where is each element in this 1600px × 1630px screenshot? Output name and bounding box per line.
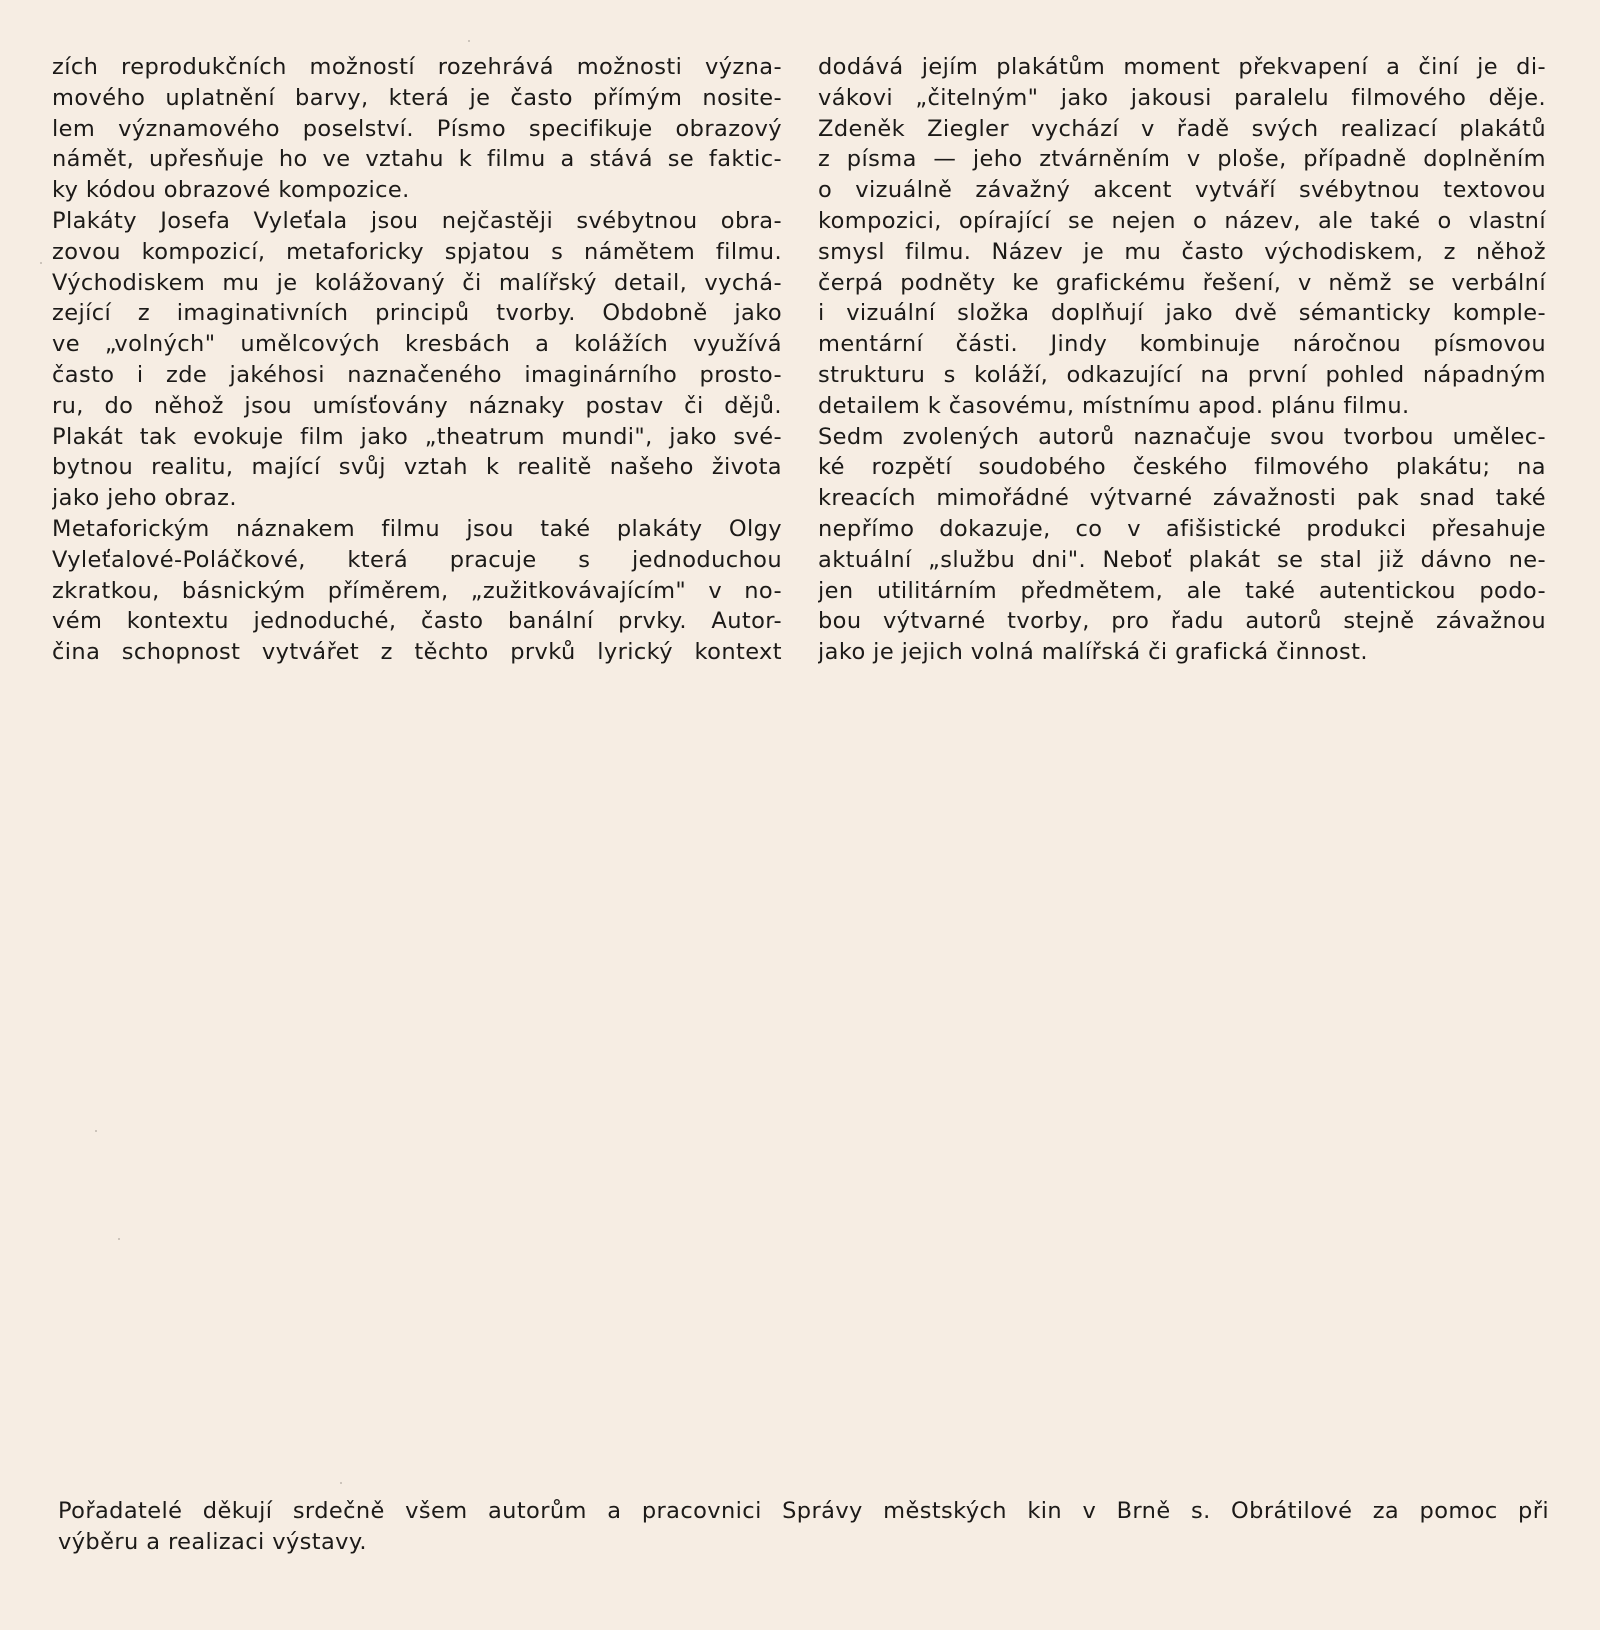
text-line: zkratkou, básnickým příměrem, „zužitkovávajícím" v no- [52, 577, 782, 604]
text-line: strukturu s koláží, odkazující na první pohled nápadným [818, 361, 1546, 388]
acknowledgement-footer [58, 1496, 1549, 1558]
paper-speck [95, 1130, 97, 1132]
text-line: ru, do něhož jsou umísťovány náznaky postav či dějů. [52, 392, 782, 419]
text-line: zích reprodukčních možností rozehrává možnosti význa- [52, 54, 782, 80]
text-line: o vizuálně závažný akcent vytváří svébytnou textovou [818, 177, 1546, 204]
text-line: bytnou realitu, mající svůj vztah k realitě našeho života [52, 454, 782, 481]
text-line: námět, upřesňuje ho ve vztahu k filmu a stává se faktic- [52, 146, 782, 173]
paper-speck [340, 1482, 342, 1484]
text-line: zovou kompozicí, metaforicky spjatou s námětem filmu. [52, 238, 782, 265]
text-line: Východiskem mu je kolážovaný či malířský detail, vychá- [52, 269, 782, 296]
text-line: Metaforickým náznakem filmu jsou také plakáty Olgy [52, 515, 782, 542]
text-line: jako jeho obraz. [52, 485, 237, 512]
paper-speck [118, 1238, 120, 1240]
left-text-column [52, 52, 782, 668]
text-line: smysl filmu. Název je mu často východiskem, z něhož [818, 238, 1546, 265]
text-line: kompozici, opírající se nejen o název, ale také o vlastní [818, 207, 1546, 234]
text-line: ké rozpětí soudobého českého filmového plakátu; na [818, 454, 1546, 481]
text-line: z písma — jeho ztvárněním v ploše, případně doplněním [818, 146, 1546, 173]
text-line: nepřímo dokazuje, co v afišistické produkci přesahuje [818, 515, 1546, 542]
text-line: Zdeněk Ziegler vychází v řadě svých realizací plakátů [818, 115, 1546, 142]
text-line: mového uplatnění barvy, která je často přímým nosite- [52, 84, 782, 111]
text-line: bou výtvarné tvorby, pro řadu autorů stejně závažnou [818, 608, 1546, 635]
right-text-column [818, 52, 1546, 668]
text-line: Sedm zvolených autorů naznačuje svou tvorbou umělec- [818, 423, 1546, 450]
paper-speck [468, 40, 470, 42]
text-line: často i zde jakéhosi naznačeného imaginárního prosto- [52, 361, 782, 388]
text-line: ve „volných" umělcových kresbách a kolážích využívá [52, 331, 782, 358]
text-line: vém kontextu jednoduché, často banální prvky. Autor- [52, 608, 782, 635]
text-line: jako je jejich volná malířská či grafická činnost. [818, 639, 1368, 666]
text-line: kreacích mimořádné výtvarné závažnosti pak snad také [818, 485, 1546, 512]
text-line: čerpá podněty ke grafickému řešení, v němž se verbální [818, 269, 1546, 296]
text-line: Plakáty Josefa Vyleťala jsou nejčastěji svébytnou obra- [52, 207, 782, 234]
text-line: zející z imaginativních principů tvorby. Obdobně jako [52, 300, 782, 327]
text-line: detailem k časovému, místnímu apod. plánu filmu. [818, 392, 1410, 419]
text-line: mentární části. Jindy kombinuje náročnou písmovou [818, 331, 1546, 358]
text-line: výběru a realizaci výstavy. [58, 1528, 367, 1555]
text-line: ky kódou obrazové kompozice. [52, 177, 410, 204]
text-line: aktuální „službu dni". Neboť plakát se stal již dávno ne- [818, 546, 1546, 573]
text-line: Plakát tak evokuje film jako „theatrum mundi", jako své- [52, 423, 782, 450]
text-line: Pořadatelé děkují srdečně všem autorům a pracovnici Správy městských kin v Brně s. Obrátilové za pomoc při [58, 1498, 1549, 1524]
text-line: vákovi „čitelným" jako jakousi paralelu filmového děje. [818, 84, 1546, 111]
text-line: čina schopnost vytvářet z těchto prvků lyrický kontext [52, 639, 782, 666]
text-line: jen utilitárním předmětem, ale také autentickou podo- [818, 577, 1546, 604]
text-line: Vyleťalové-Poláčkové, která pracuje s jednoduchou [52, 546, 782, 573]
text-line: lem významového poselství. Písmo specifikuje obrazový [52, 115, 782, 142]
paper-speck [40, 262, 42, 264]
text-line: i vizuální složka doplňují jako dvě sémanticky komple- [818, 300, 1546, 327]
text-line: dodává jejím plakátům moment překvapení a činí je di- [818, 54, 1546, 80]
